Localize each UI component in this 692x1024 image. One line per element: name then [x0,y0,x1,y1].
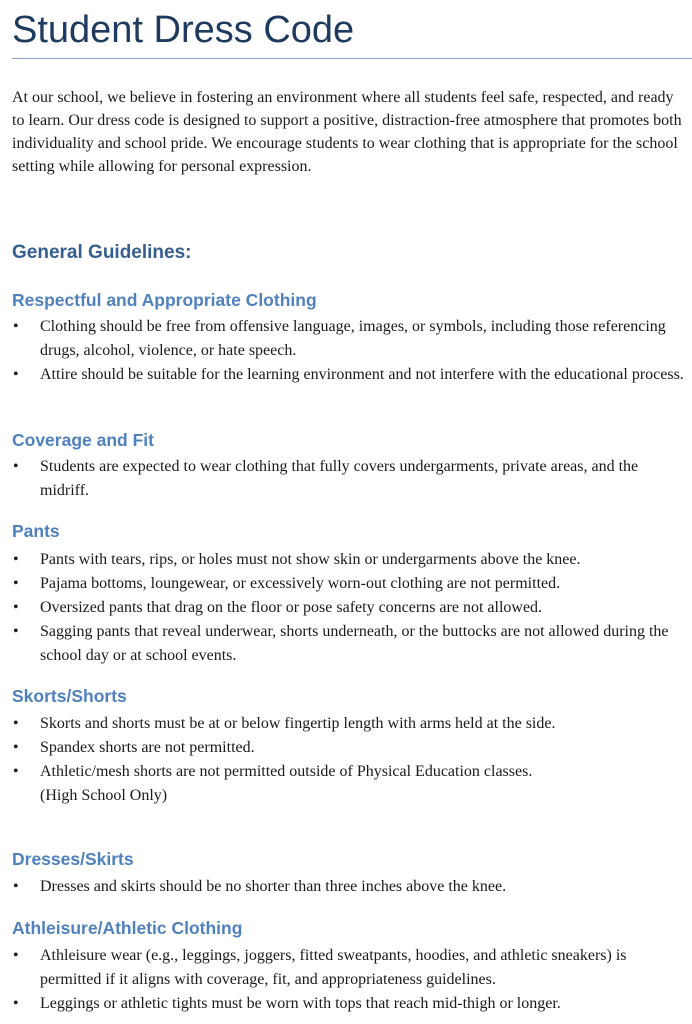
section-heading-skorts-shorts: Skorts/Shorts [12,686,127,706]
section-heading-athleisure: Athleisure/Athletic Clothing [12,918,243,938]
page-title: Student Dress Code [12,9,355,51]
bullet-list-dresses-skirts [12,875,684,899]
list-item-note: (High School Only) [40,786,168,804]
bullet-list-athleisure [12,944,684,1016]
list-item: • Pajama bottoms, loungewear, or excessively worn-out clothing are not permitted. [12,572,684,596]
list-item: • Skorts and shorts must be at or below fingertip length with arms held at the side. [12,712,684,736]
general-guidelines-heading: General Guidelines: [12,242,192,263]
list-item: • Spandex shorts are not permitted. [12,736,684,760]
list-item: • Students are expected to wear clothing that fully covers undergarments, private areas, and the midriff. [12,455,684,502]
section-heading-pants: Pants [12,521,60,541]
bullet-list-skorts-shorts [12,712,684,808]
bullet-icon: • [13,318,19,335]
bullet-icon: • [13,994,19,1012]
bullet-icon: • [13,715,19,732]
list-item: • Athletic/mesh shorts are not permitted outside of Physical Education classes. (High School Only) [12,760,684,807]
bullet-icon: • [13,365,19,383]
list-item: • Dresses and skirts should be no shorter than three inches above the knee. [12,875,684,899]
section-heading-coverage: Coverage and Fit [12,430,154,450]
title-divider [12,58,692,59]
bullet-icon: • [13,763,19,780]
list-item: • Attire should be suitable for the learning environment and not interfere with the educational process. [12,363,684,387]
document-page [12,0,684,1012]
intro-paragraph: At our school, we believe in fostering an environment where all students feel safe, respected, and ready to learn. Our dress code is designed to support a positive, distraction-free atmosphere that promotes both individuality and school pride. We encourage students to wear clothing that is appropriate for the school setting while allowing for personal expression. [12,89,682,175]
list-item: • Pants with tears, rips, or holes must not show skin or undergarments above the knee. [12,548,684,572]
bullet-icon: • [13,623,19,640]
bullet-icon: • [13,739,19,756]
list-item: • Clothing should be free from offensive language, images, or symbols, including those referencing drugs, alcohol, violence, or hate speech. [12,315,684,362]
bullet-list-respectful [12,315,684,387]
bullet-icon: • [13,878,19,895]
section-heading-dresses-skirts: Dresses/Skirts [12,849,134,869]
list-item: • Leggings or athletic tights must be worn with tops that reach mid-thigh or longer. [12,992,684,1016]
bullet-icon: • [13,599,19,616]
list-item: • Athleisure wear (e.g., leggings, joggers, fitted sweatpants, hoodies, and athletic sneakers) is permitted if it aligns with coverage, fit, and appropriateness guidelines. [12,944,684,991]
bullet-icon: • [13,551,19,568]
bullet-icon: • [13,575,19,592]
bullet-list-pants [12,548,684,668]
bullet-icon: • [13,458,19,475]
bullet-list-coverage [12,455,684,503]
section-heading-respectful: Respectful and Appropriate Clothing [12,290,317,310]
list-item: • Oversized pants that drag on the floor or pose safety concerns are not allowed. [12,596,684,620]
list-item: • Sagging pants that reveal underwear, shorts underneath, or the buttocks are not allowed during the school day or at school events. [12,620,684,667]
bullet-icon: • [13,947,19,964]
